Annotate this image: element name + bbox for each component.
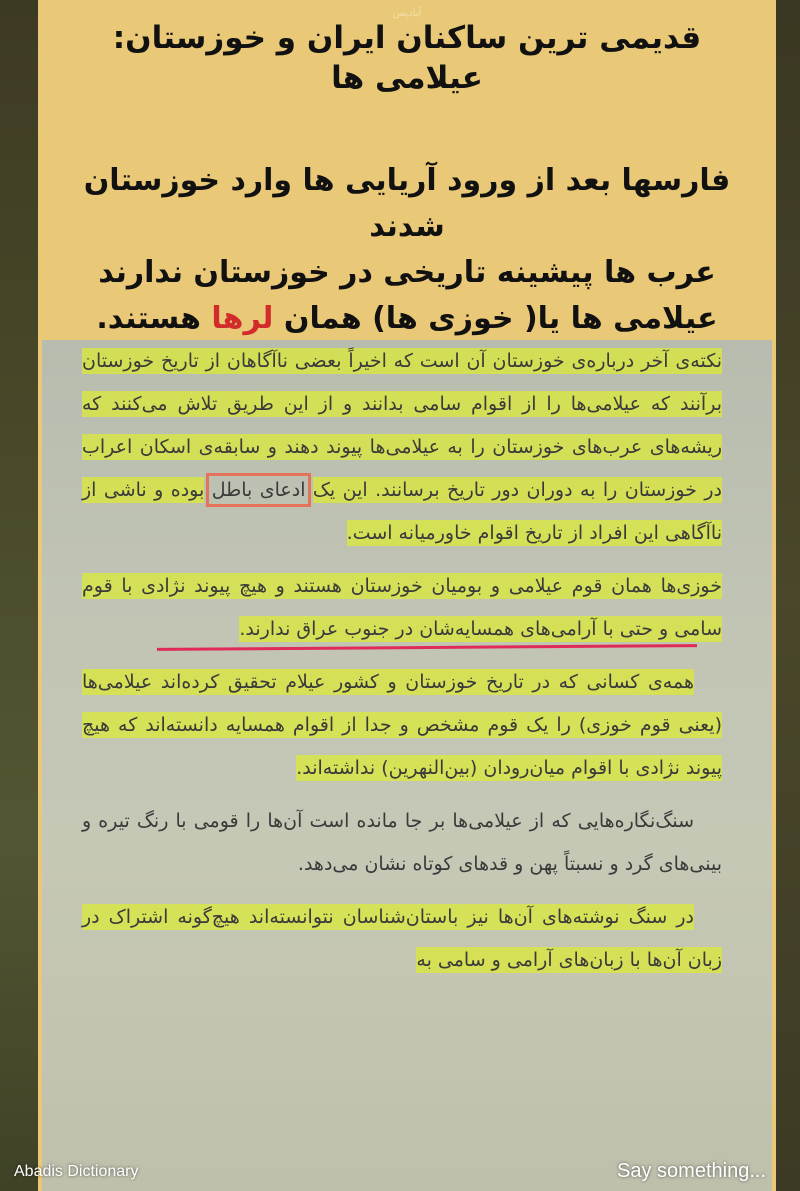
caption-line-2: عرب ها پیشینه تاریخی در خوزستان ندارند xyxy=(98,255,716,290)
headline xyxy=(58,18,756,98)
caption-text xyxy=(44,158,770,342)
book-paragraph-1-text-a: نکته‌ی آخر درباره‌ی خوزستان آن است که اخیراً بعضی ناآگاهان از تاریخ خوزستان برآنند که عیلامی‌ها را از اقوام سامی بدانند و از این طریق تلاش می‌کنند که ریشه‌های عرب‌های خوزستان را به عیلامی‌ها پیوند دهند و سابقه‌ی اسکان اعراب در خوزستان را به دوران دور تاریخ برسانند. این یک xyxy=(82,350,722,501)
left-blur-margin xyxy=(0,0,38,1191)
boxed-phrase: ادعای باطل xyxy=(211,479,306,501)
book-paragraph-1 xyxy=(82,340,722,555)
book-page-photo xyxy=(42,340,772,1191)
book-paragraph-5-text: در سنگ نوشته‌های آن‌ها نیز باستان‌شناسان نتوانسته‌اند هیچ‌گونه اشتراک در زبان آن‌ها با زبان‌های آرامی و سامی به xyxy=(82,906,722,971)
book-paragraph-5 xyxy=(82,896,722,982)
caption-line-3-start: عیلامی ها یا( خوزی ها) همان xyxy=(273,301,718,336)
book-paragraph-1-text-b: بوده و ناشی از ناآگاهی این افراد از تاریخ اقوام خاورمیانه است. xyxy=(82,479,722,544)
book-paragraph-2 xyxy=(82,565,722,651)
story-card xyxy=(38,0,776,1191)
comment-input[interactable]: Say something... xyxy=(617,1160,766,1182)
book-paragraph-4: سنگ‌نگاره‌هایی که از عیلامی‌ها بر جا مانده است آن‌ها را قومی با رنگ تیره و بینی‌های گرد و نسبتاً پهن و قدهای کوتاه نشان می‌دهد. xyxy=(82,810,722,875)
headline-line-1: قدیمی ترین ساکنان ایران و خوزستان: xyxy=(112,20,702,56)
book-paragraph-3-text: همه‌ی کسانی که در تاریخ خوزستان و کشور عیلام تحقیق کرده‌اند عیلامی‌ها (یعنی قوم خوزی) را یک قوم مشخص و جدا از اقوام همسایه دانسته‌اند که هیچ پیوند نژادی با اقوام میان‌رودان (بین‌النهرین) نداشته‌اند. xyxy=(82,671,722,779)
app-brand-label: Abadis Dictionary xyxy=(14,1163,139,1180)
headline-line-2: عیلامی ها xyxy=(331,60,483,96)
caption-line-3 xyxy=(44,296,770,342)
caption-highlight-word: لرها xyxy=(211,301,274,336)
caption-line-1: فارسها بعد از ورود آریایی ها وارد خوزستان شدند xyxy=(83,163,731,244)
watermark: آبادیس xyxy=(392,8,422,19)
book-paragraph-3 xyxy=(82,661,722,790)
book-page xyxy=(82,340,722,992)
book-paragraph-2-text: خوزی‌ها همان قوم عیلامی و بومیان خوزستان هستند و هیچ پیوند نژادی با قوم سامی و حتی با آرامی‌های همسایه‌شان در جنوب عراق ندارند. xyxy=(82,575,722,640)
caption-line-3-end: هستند. xyxy=(96,301,212,336)
right-blur-margin xyxy=(776,0,800,1191)
